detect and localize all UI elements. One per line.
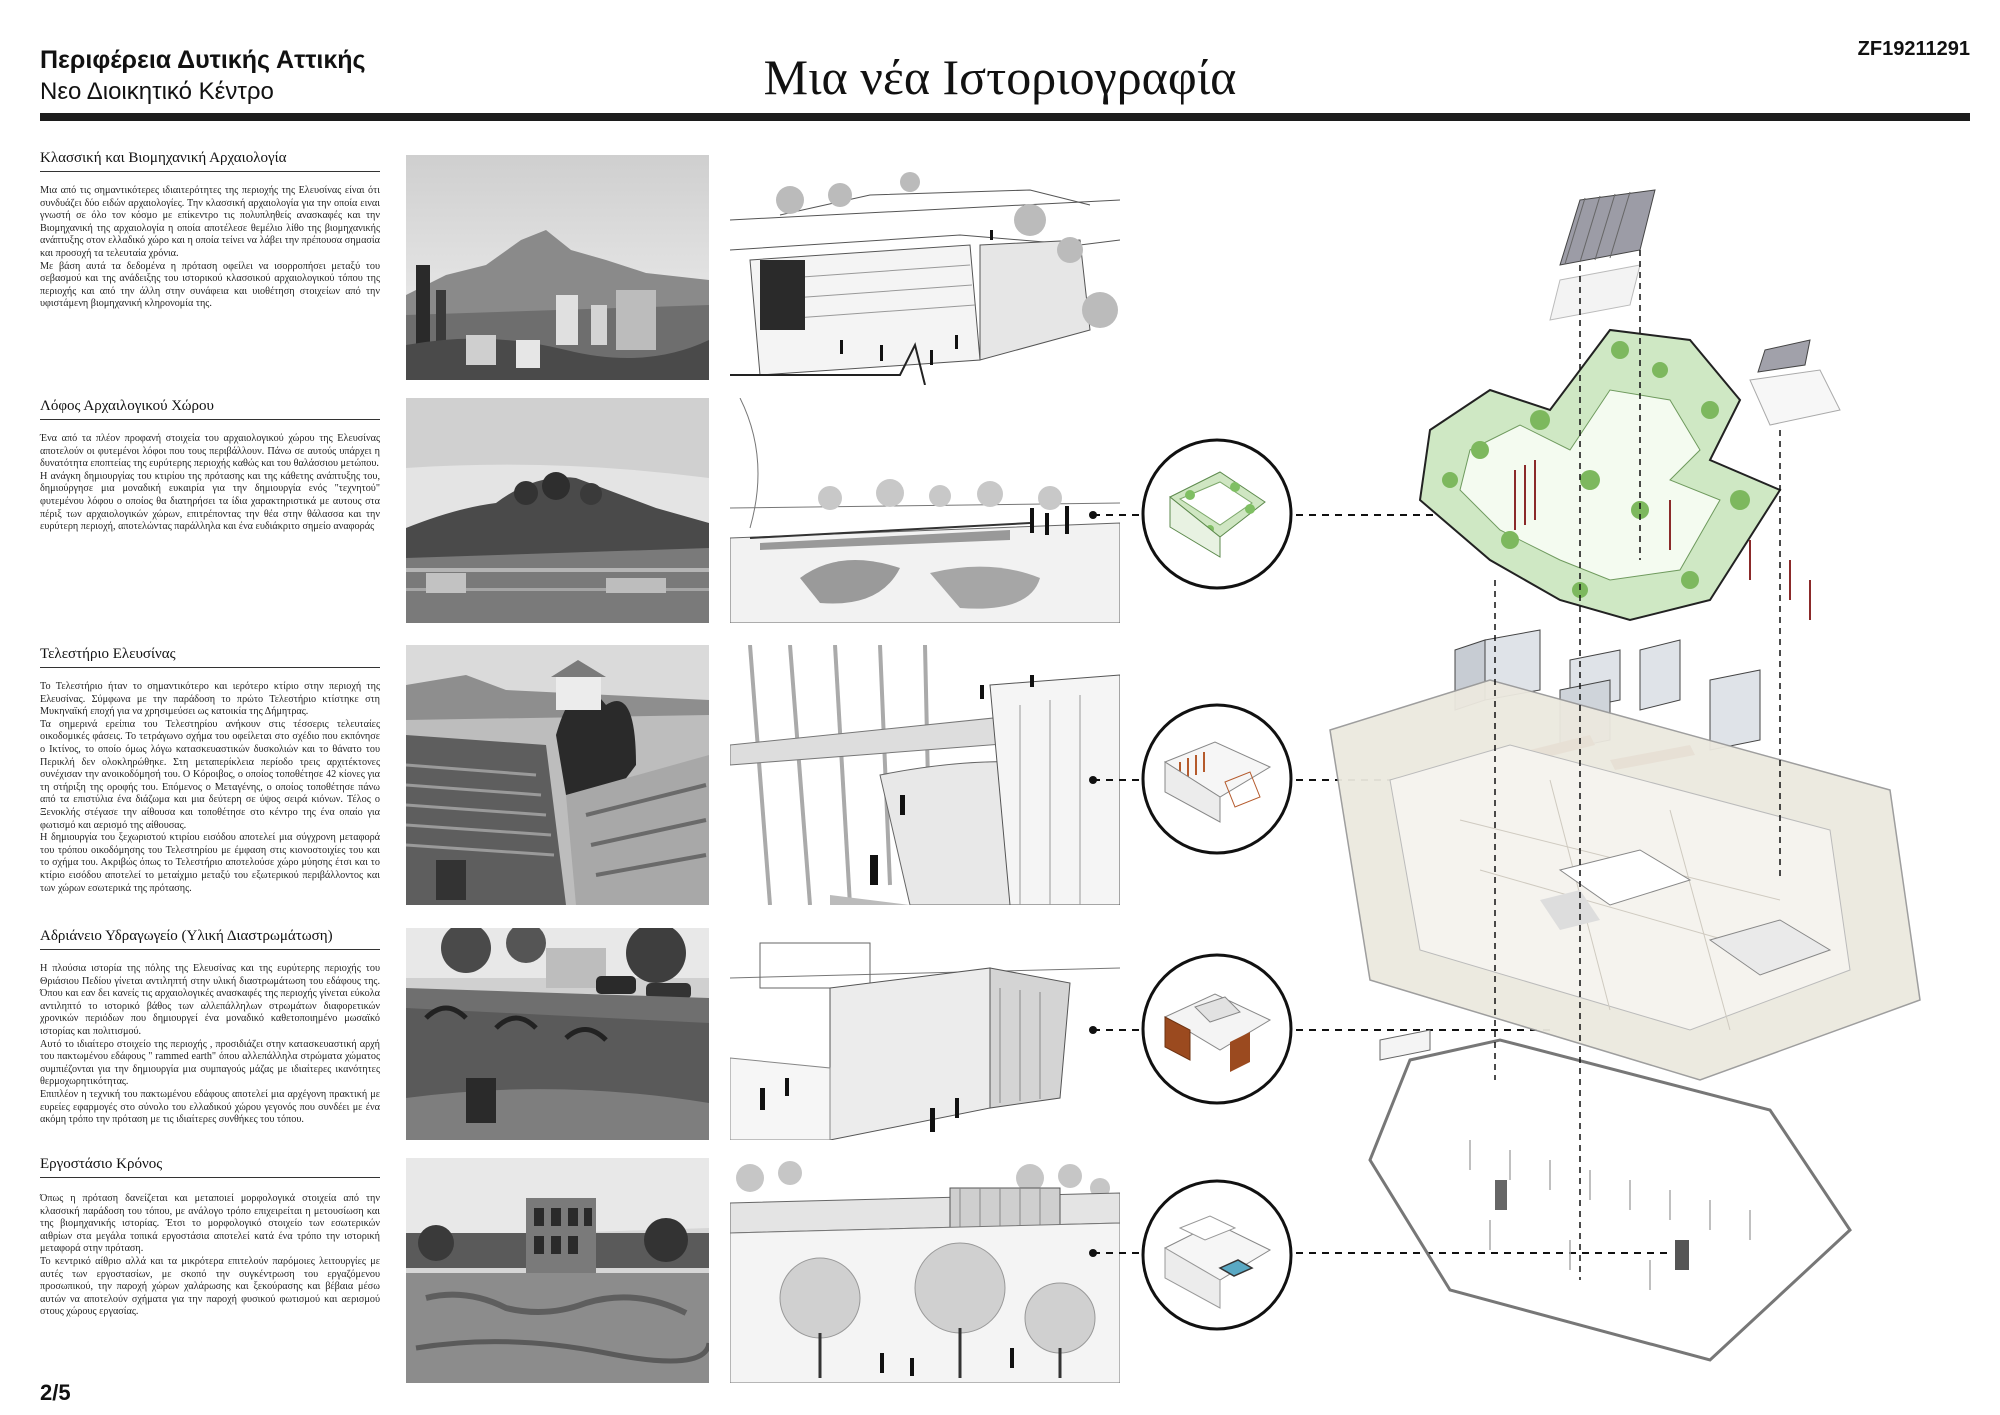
- section-heading-hill: Λόφος Αρχαιλογικού Χώρου: [40, 398, 380, 420]
- paragraph: Επιπλέον η τεχνική του πακτωμένου εδάφους αποτελεί μια αρχέγονη πρακτική με ευρείες εφαρμογές στο σύνολο του ελλαδικού χώρου γεγονός που συνδέει με ένα ακόμη τρόπο την πρόταση με τις ιδιαίτερες συνθήκες του τόπου.: [40, 1088, 380, 1126]
- section-heading-kronos-factory: Εργοστάσιο Κρόνος: [40, 1156, 380, 1178]
- paragraph: Το Τελεστήριο ήταν το σημαντικότερο και ιερότερο κτίριο στην περιοχή της Ελευσίνας. Σύμφωνα με την παράδοση το πρώτο Τελεστήριο κτίστηκε στη Μυκηναϊκή εποχή για να χρησιμεύσει ως κατοικία της Δήμητρας.: [40, 681, 380, 718]
- paragraph: Αυτό το ιδιαίτερο στοιχείο της περιοχής , προσιδιάζει στην κατασκευαστική αρχή του πακτωμένου εδάφους " rammed earth" όπου αλλεπάλληλα στρώματα χώματος συμπιέζονται για την δημιουργία μια συμπαγούς μάζας με ιδιαίτερες ικανότητες θερμοχωρητικότητας.: [40, 1038, 380, 1088]
- paragraph: Με βάση αυτά τα δεδομένα η πρόταση οφείλει να ισορροπήσει μεταξύ του σεβασμού και της ανάδειξης του ιστορικού κλασσικού αρχαιολογικού τόπου της περιοχής και από την άλλη στην συνάφεια και υιοθέτηση στοιχείων από την υφιστάμενη βιομηχανική κληρονομία της.: [40, 260, 380, 310]
- detail-circle-columns: [1140, 702, 1295, 857]
- entry-code: ZF19211291: [1857, 38, 1970, 60]
- detail-circle-rammed-earth: [1140, 952, 1295, 1107]
- section-heading-aqueduct: Αδριάνειο Υδραγωγείο (Υλική Διαστρωμάτωση): [40, 928, 380, 950]
- section-heading-classical-industrial: Κλασσική και Βιομηχανική Αρχαιολογία: [40, 150, 380, 172]
- page-title: Μια νέα Ιστοριογραφία: [763, 49, 1237, 105]
- paragraph: Το κεντρικό αίθριο αλλά και τα μικρότερα επιτελούν παρόμοιες λειτουργίες με αυτές των εργοστασίων, με σκοπό την συγκέντρωση του εργαζόμενου προσωπικού, την παροχή χώρων χαλάρωσης και ξεκούρασης και βέβαια μέσω αυτών να αποτελούν σχήματα για την παροχή φυσικού φωτισμού και αερισμού στους χώρους εργασίας.: [40, 1255, 380, 1318]
- paragraph: Τα σημερινά ερείπια του Τελεστηρίου ανήκουν στις τέσσερις τελευταίες οικοδομικές φάσεις. Το τετράγωνο σχήμα του οφείλεται στο σχέδιο που εκπόνησε ο Ικτίνος, το οποίο όμως λόγω κατασκευαστικών δυσκολιών και το θάνατο του Περικλή δεν ολοκληρώθηκε. Στη μεταπερίκλεια περίοδο τρεις αρχιτέκτονες συνέχισαν την ανοικοδόμησή του. Ο Κόροιβος, ο οποίος τοποθέτησε 42 κίονες για τη στήριξη της οροφής του. Επόμενος ο Μεταγένης, ο οποίος τοποθέτησε πάνω από τα επιστύλια ένα διάζωμα και μια δεύτερη σε ύψος σειρά κιόνων. Τέλος ο Ξενοκλής στέγασε την αίθουσα και τοποθέτησε στο κέντρο της ένα οπαίο για φωτισμό και αερισμό της αίθουσας.: [40, 718, 380, 831]
- paragraph: Ένα από τα πλέον προφανή στοιχεία του αρχαιολογικού χώρου της Ελευσίνας αποτελούν οι φυτεμένοι λόφοι που τους περιβάλλουν. Πάνω σε αυτούς υπάρχει η δυνατότητα εποπτείας της ευρύτερης περιοχής καθώς και του θαλάσσιου μετώπου.: [40, 433, 380, 470]
- detail-circle-green-roof: [1140, 437, 1295, 592]
- project-subtitle: Νεο Διοικητικό Κέντρο: [40, 78, 274, 105]
- page-number: 2/5: [40, 1380, 71, 1405]
- organization-title: Περιφέρεια Δυτικής Αττικής: [40, 46, 366, 74]
- paragraph: Μια από τις σημαντικότερες ιδιαιτερότητες της περιοχής της Ελευσίνας είναι ότι συνδυάζει δύο ειδών αρχαιολογίες. Την κλασσική αρχαιολογία για την οποία ειναι γνωστή σε όλο τον κόσμο με επίκεντρο τις πολυπληθείς ανασκαφές και την Βιομηχανική της αρχαιολογία η οποία αποτέλεσε θεμέλιο λίθο της βιομηχανικής ανάπτυξης στον ελλαδικό χώρο και η οποία τείνει να λάβει την πρέπουσα σημασία και προσοχή τα τελευταία χρόνια.: [40, 185, 380, 259]
- section-heading-telesterion: Τελεστήριο Ελευσίνας: [40, 646, 380, 668]
- detail-circle-atrium: [1140, 1178, 1295, 1333]
- paragraph: Όπως η πρόταση δανείζεται και μεταποιεί μορφολογικά στοιχεία από την κλασσική παράδοση του τόπου, με ανάλογο τρόπο επιχειρείται η μετουσίωση και της βιομηχανικής ιστορίας. Έτσι το μορφολογικό στοιχείο των εσωτερικών αιθρίων στα μεγάλα τοπικά εργοστάσια αποτελεί κατά ένα τρόπο την ιστορική μεταφορά στην πρόταση.: [40, 1193, 380, 1255]
- exploded-axonometric-diagram: [1310, 180, 1940, 1370]
- paragraph: Η ανάγκη δημιουργίας του κτιρίου της πρότασης και της κάθετης ανάπτυξης του, δημιούργησε μια μοναδική ευκαιρία για την δημιουργία ενός "τεχνητού" φυτεμένου λόφου ο οποίος θα διατηρήσει τα ίδια χαρακτηριστικά με αυτους στα πέριξ των αρχαιολογικών χώρων, επιτρέποντας την θέα στην θάλασσα και την ευρύτερη περιοχή, αποτελώντας παράλληλα και ένα ευδιάκριτο σημείο αναφοράς: [40, 470, 380, 533]
- paragraph: Η πλούσια ιστορία της πόλης της Ελευσίνας και της ευρύτερης περιοχής του Θριάσιου Πεδίου γίνεται αντιληπτή στην υλική διαστρωμάτωση του εδάφους της. Όπου και εαν δει κανείς τις αρχαιολογικές ανασκαφές της περιοχής γίνεται εύκολα αντιληπτό το ιστορικό βάθος των αλλεπάλληλων στρωμάτων διαφορετικών χρονικών περιόδων που δημιουργεί ένα μοναδικό καθετοποιημένο μωσαϊκό ιστορίας και πολιτισμού.: [40, 963, 380, 1037]
- paragraph: Η δημιουργία του ξεχωριστού κτιρίου εισόδου αποτελεί μια σύγχρονη μεταφορά του τρόπου οικοδόμησης του Τελεστηρίου με έμφαση στις κιονοστοιχίες του και το σχήμα του. Ακριβώς όπως το Τελεστήριο αποτελούσε χώρο μύησης έτσι και το κτίριο εισόδου αποτελεί το μεταίχμιο μεταξύ του εξωτερικού περιβάλλοντος και των χώρων εσωτερικά της πρότασης.: [40, 832, 380, 894]
